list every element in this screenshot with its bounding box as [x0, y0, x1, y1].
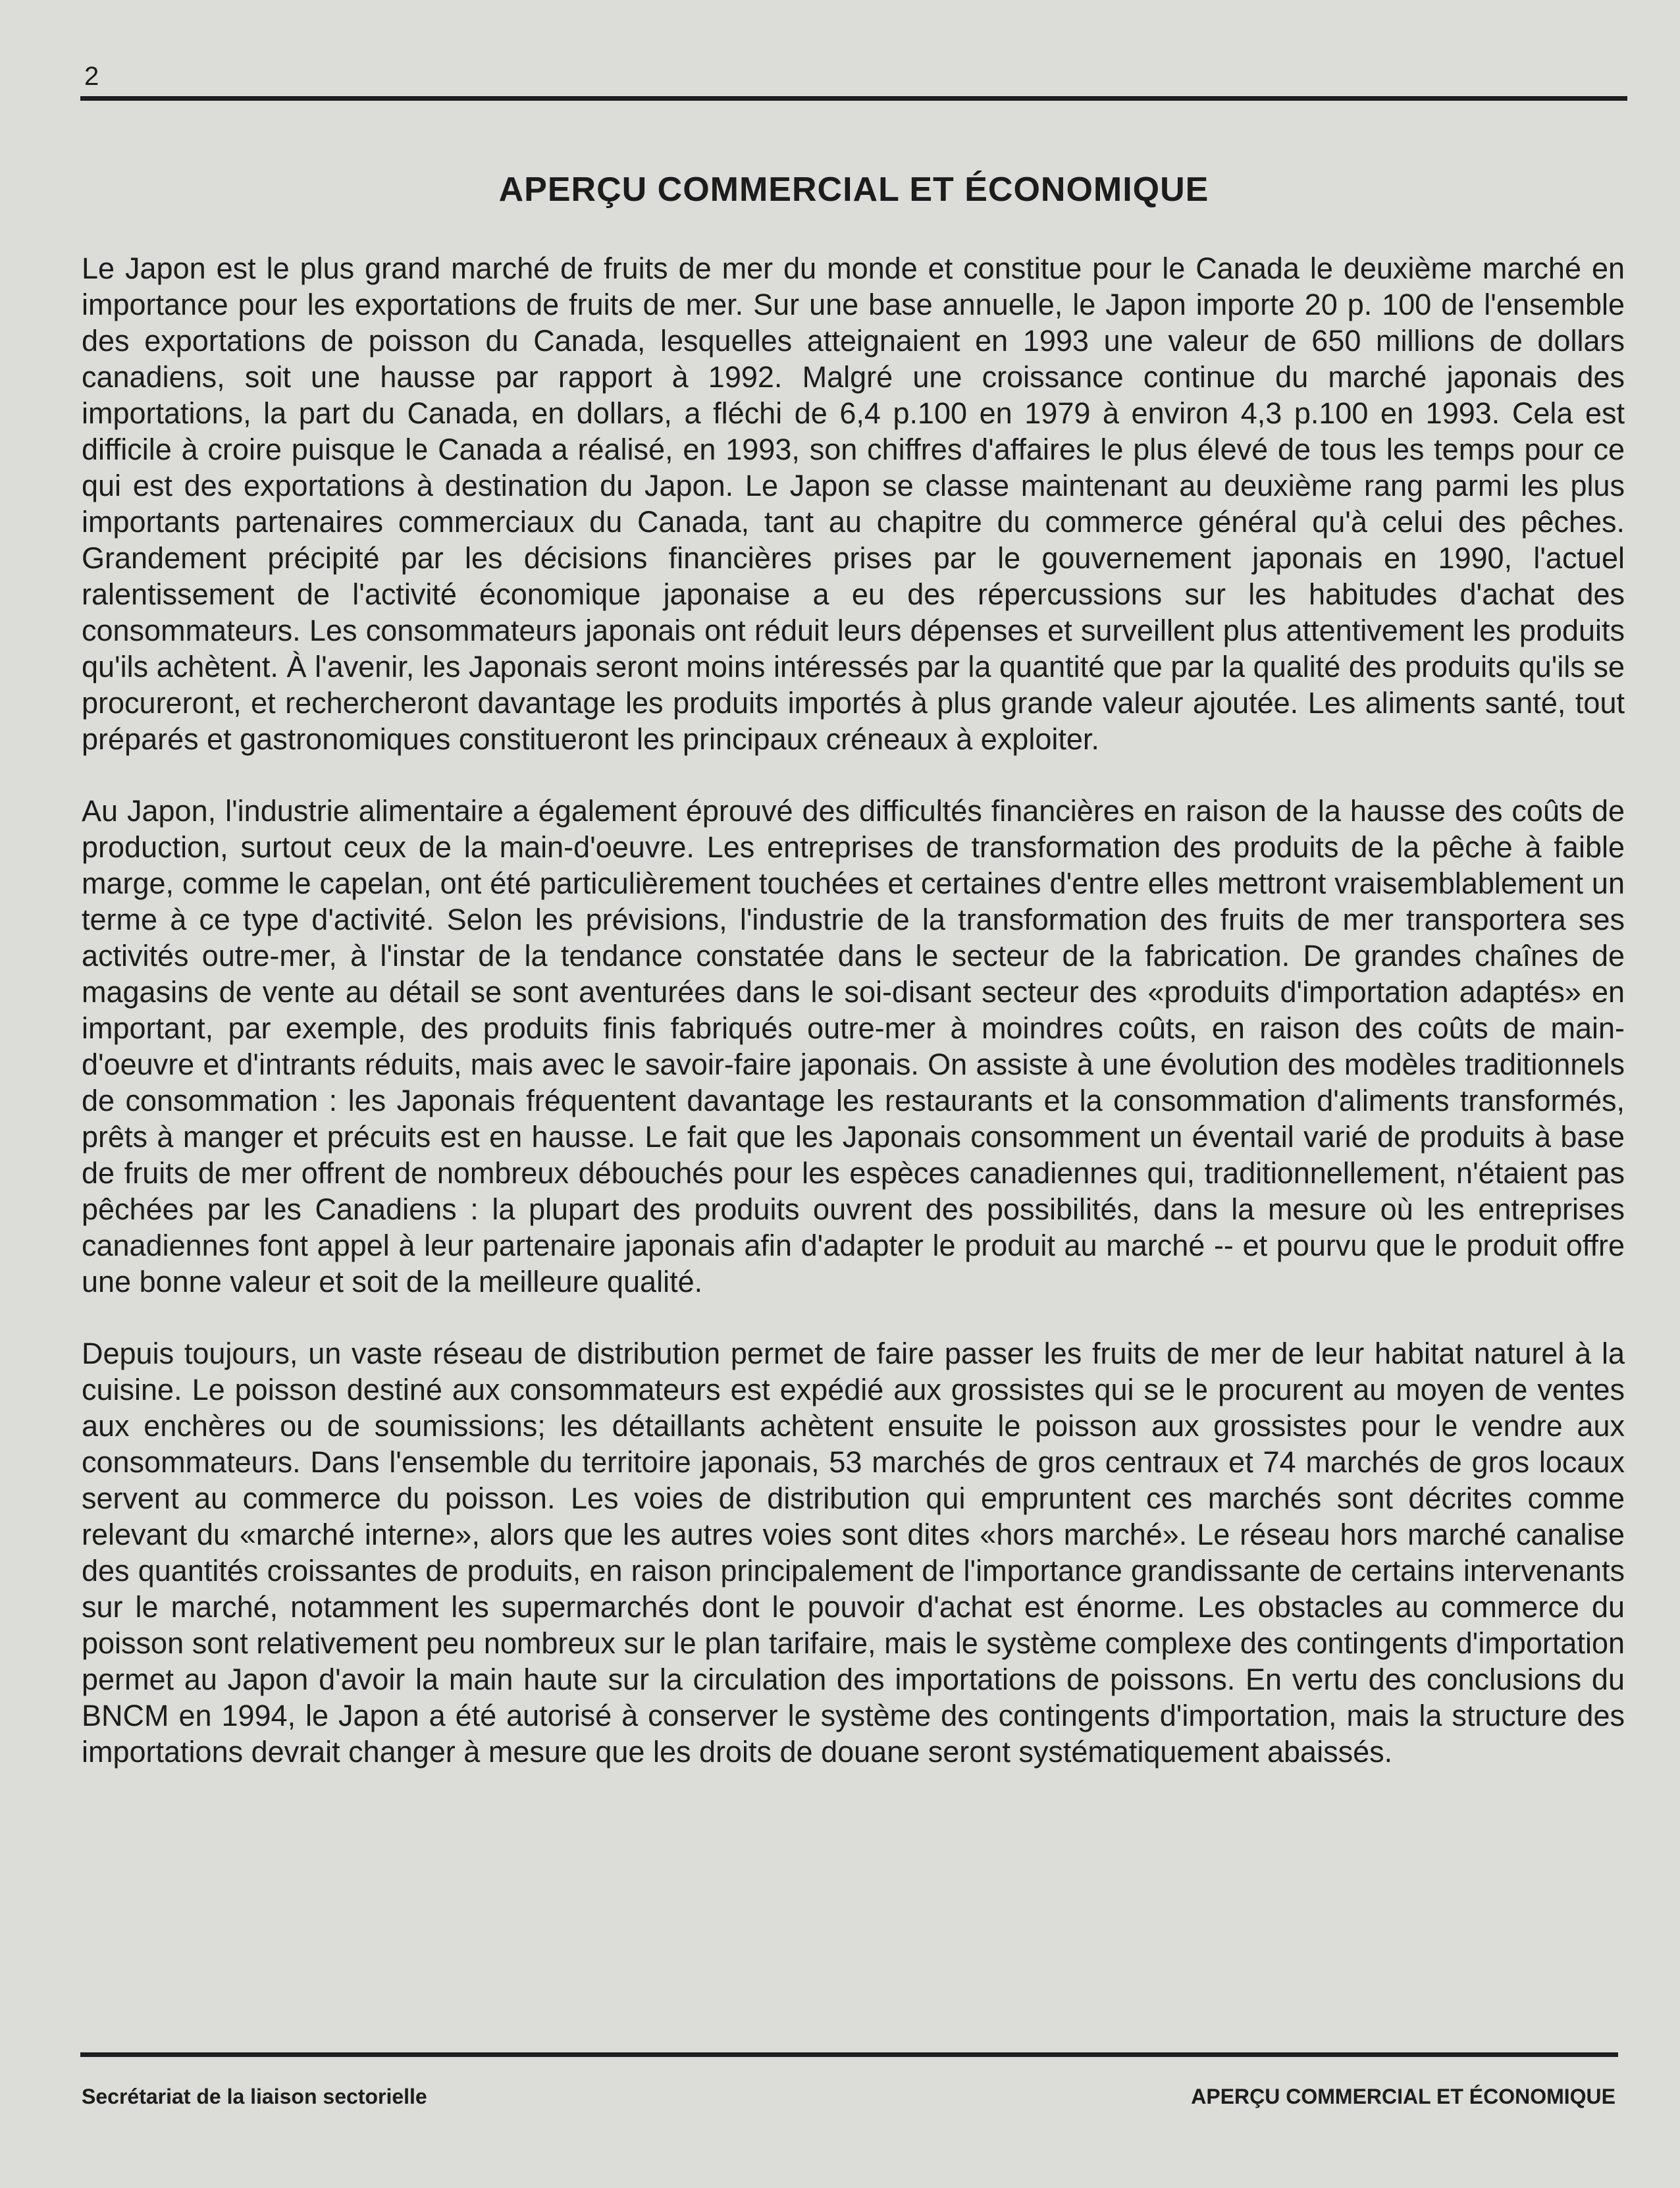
paragraph-3: Depuis toujours, un vaste réseau de distribution permet de faire passer les fruits de mer de leur habitat naturel à la cuisine. Le poisson destiné aux consommateurs est expédié aux grossistes qui se le procurent au moyen de ventes aux enchères ou de soumissions; les détaillants achètent ensuite le poisson aux grossistes pour le vendre aux consommateurs. Dans l'ensemble du territoire japonais, 53 marchés de gros centraux et 74 marchés de gros locaux servent au commerce du poisson. Les voies de distribution qui empruntent ces marchés sont décrites comme relevant du «marché interne», alors que les autres voies sont dites «hors marché». Le réseau hors marché canalise des quantités croissantes de produits, en raison principalement de l'importance grandissante de certains intervenants sur le marché, notamment les supermarchés dont le pouvoir d'achat est énorme. Les obstacles au commerce du poisson sont relativement peu nombreux sur le plan tarifaire, mais le système complexe des contingents d'importation permet au Japon d'avoir la main haute sur la circulation des importations de poissons. En vertu des conclusions du BNCM en 1994, le Japon a été autorisé à conserver le système des contingents d'importation, mais la structure des importations devrait changer à mesure que les droits de douane seront systématiquement abaissés. — [82, 1337, 1625, 1769]
body-text — [82, 250, 1625, 1805]
footer-right-text: APERÇU COMMERCIAL ET ÉCONOMIQUE — [1191, 2085, 1615, 2108]
footer-left-text: Secrétariat de la liaison sectorielle — [82, 2085, 427, 2108]
paragraph-2: Au Japon, l'industrie alimentaire a également éprouvé des difficultés financières en raison de la hausse des coûts de production, surtout ceux de la main-d'oeuvre. Les entreprises de transformation des produits de la pêche à faible marge, comme le capelan, ont été particulièrement touchées et certaines d'entre elles mettront vraisemblablement un terme à ce type d'activité. Selon les prévisions, l'industrie de la transformation des fruits de mer transportera ses activités outre-mer, à l'instar de la tendance constatée dans le secteur de la fabrication. De grandes chaînes de magasins de vente au détail se sont aventurées dans le soi-disant secteur des «produits d'importation adaptés» en important, par exemple, des produits finis fabriqués outre-mer à moindres coûts, en raison des coûts de main-d'oeuvre et d'intrants réduits, mais avec le savoir-faire japonais. On assiste à une évolution des modèles traditionnels de consommation : les Japonais fréquentent davantage les restaurants et la consommation d'aliments transformés, prêts à manger et précuits est en hausse. Le fait que les Japonais consomment un éventail varié de produits à base de fruits de mer offrent de nombreux débouchés pour les espèces canadiennes qui, traditionnellement, n'étaient pas pêchées par les Canadiens : la plupart des produits ouvrent des possibilités, dans la mesure où les entreprises canadiennes font appel à leur partenaire japonais afin d'adapter le produit au marché -- et pourvu que le produit offre une bonne valeur et soit de la meilleure qualité. — [82, 794, 1625, 1298]
page-number: 2 — [84, 62, 99, 91]
paragraph-1: Le Japon est le plus grand marché de fruits de mer du monde et constitue pour le Canada le deuxième marché en importance pour les exportations de fruits de mer. Sur une base annuelle, le Japon importe 20 p. 100 de l'ensemble des exportations de poisson du Canada, lesquelles atteignaient en 1993 une valeur de 650 millions de dollars canadiens, soit une hausse par rapport à 1992. Malgré une croissance continue du marché japonais des importations, la part du Canada, en dollars, a fléchi de 6,4 p.100 en 1979 à environ 4,3 p.100 en 1993. Cela est difficile à croire puisque le Canada a réalisé, en 1993, son chiffres d'affaires le plus élevé de tous les temps pour ce qui est des exportations à destination du Japon. Le Japon se classe maintenant au deuxième rang parmi les plus importants partenaires commerciaux du Canada, tant au chapitre du commerce général qu'à celui des pêches. Grandement précipité par les décisions financières prises par le gouvernement japonais en 1990, l'actuel ralentissement de l'activité économique japonaise a eu des répercussions sur les habitudes d'achat des consommateurs. Les consommateurs japonais ont réduit leurs dépenses et surveillent plus attentivement les produits qu'ils achètent. À l'avenir, les Japonais seront moins intéressés par la quantité que par la qualité des produits qu'ils se procureront, et rechercheront davantage les produits importés à plus grande valeur ajoutée. Les aliments santé, tout préparés et gastronomiques constitueront les principaux créneaux à exploiter. — [82, 252, 1625, 756]
page-title: APERÇU COMMERCIAL ET ÉCONOMIQUE — [498, 171, 1209, 209]
header-rule — [80, 96, 1627, 101]
footer-rule — [80, 2052, 1618, 2057]
